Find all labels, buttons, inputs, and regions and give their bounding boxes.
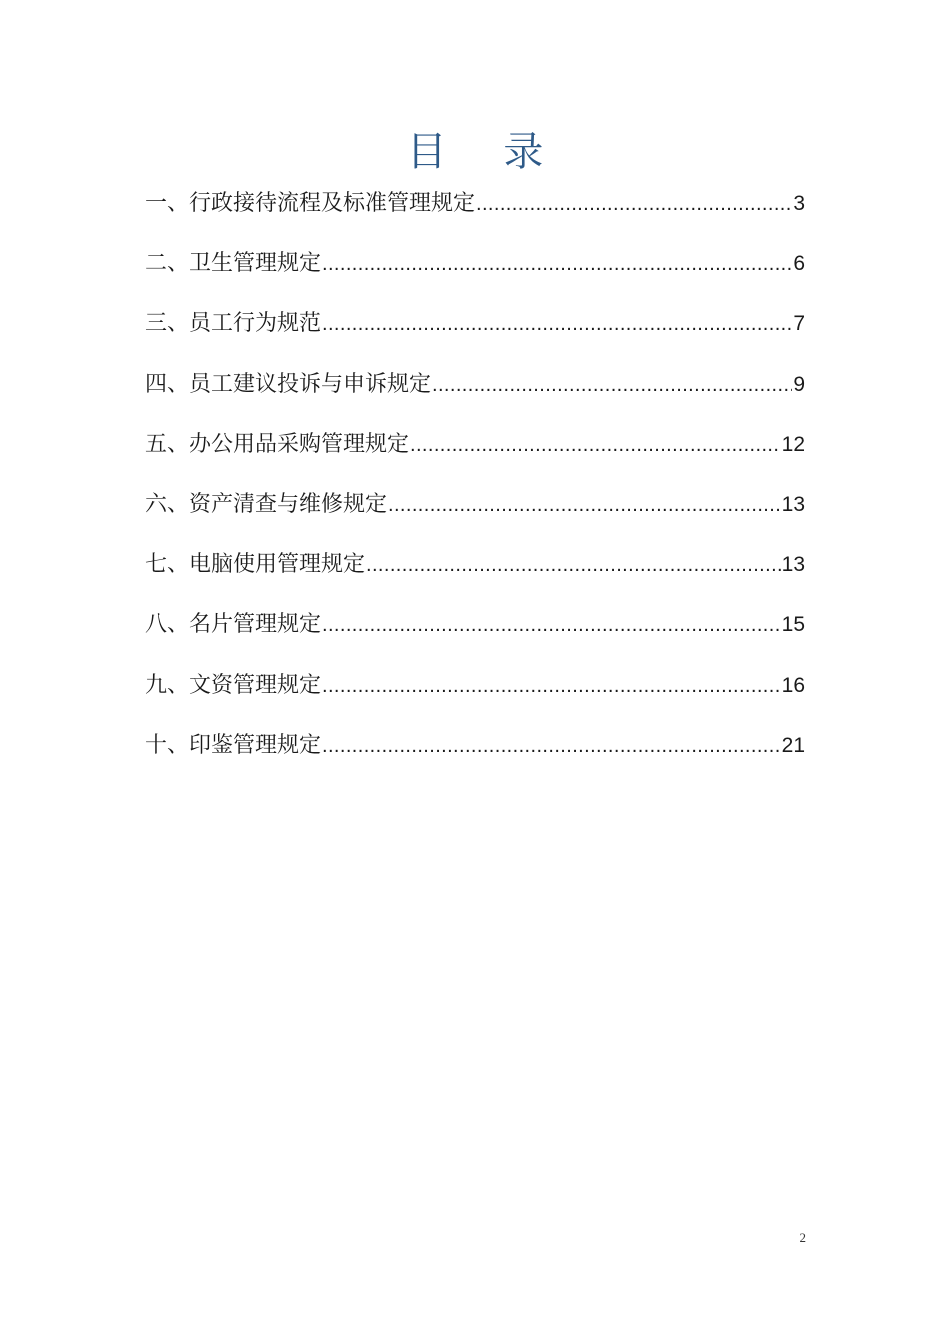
toc-dot-leader bbox=[366, 541, 781, 589]
toc-dot-leader bbox=[410, 421, 781, 469]
toc-entry[interactable] bbox=[145, 361, 805, 421]
toc-entry[interactable] bbox=[145, 421, 805, 481]
toc-entry[interactable] bbox=[145, 240, 805, 300]
toc-entry[interactable] bbox=[145, 722, 805, 782]
toc-entry-text: 五、办公用品采购管理规定 bbox=[145, 431, 410, 457]
toc-dot-leader bbox=[476, 180, 792, 228]
toc-entry[interactable] bbox=[145, 300, 805, 360]
toc-entry-text: 九、文资管理规定 bbox=[145, 672, 322, 698]
toc-entry-page: 16 bbox=[781, 673, 805, 697]
toc-dot-leader bbox=[322, 240, 792, 288]
toc-entry[interactable] bbox=[145, 481, 805, 541]
toc-entry-text: 四、员工建议投诉与申诉规定 bbox=[145, 371, 432, 397]
toc-entry-page: 12 bbox=[781, 432, 805, 456]
toc-dot-leader bbox=[322, 662, 781, 710]
toc-dot-leader bbox=[388, 481, 781, 529]
toc-entry-page: 6 bbox=[793, 252, 805, 276]
toc-entry-page: 13 bbox=[781, 492, 805, 516]
toc-dot-leader bbox=[322, 722, 781, 770]
toc-dot-leader bbox=[322, 300, 792, 348]
toc-entry-page: 15 bbox=[781, 613, 805, 637]
toc-dot-leader bbox=[432, 361, 792, 409]
toc-list bbox=[145, 180, 805, 782]
toc-entry-page: 9 bbox=[793, 372, 805, 396]
toc-entry-text: 八、名片管理规定 bbox=[145, 612, 322, 638]
toc-entry-text: 二、卫生管理规定 bbox=[145, 251, 322, 277]
toc-entry[interactable] bbox=[145, 662, 805, 722]
toc-entry-page: 21 bbox=[781, 733, 805, 757]
toc-entry-page: 3 bbox=[793, 192, 805, 215]
toc-entry-text: 七、电脑使用管理规定 bbox=[145, 552, 366, 578]
toc-entry-text: 一、行政接待流程及标准管理规定 bbox=[145, 191, 476, 216]
toc-entry-page: 7 bbox=[793, 312, 805, 336]
toc-title: 目 录 bbox=[406, 129, 566, 175]
toc-entry[interactable] bbox=[145, 180, 805, 240]
toc-dot-leader bbox=[322, 601, 781, 649]
toc-entry-text: 六、资产清查与维修规定 bbox=[145, 491, 388, 517]
toc-entry[interactable] bbox=[145, 541, 805, 601]
page-number: 2 bbox=[799, 1230, 806, 1245]
toc-entry-text: 十、印鉴管理规定 bbox=[145, 732, 322, 758]
toc-entry-page: 13 bbox=[781, 553, 805, 577]
toc-entry[interactable] bbox=[145, 601, 805, 661]
toc-entry-text: 三、员工行为规范 bbox=[145, 311, 322, 337]
